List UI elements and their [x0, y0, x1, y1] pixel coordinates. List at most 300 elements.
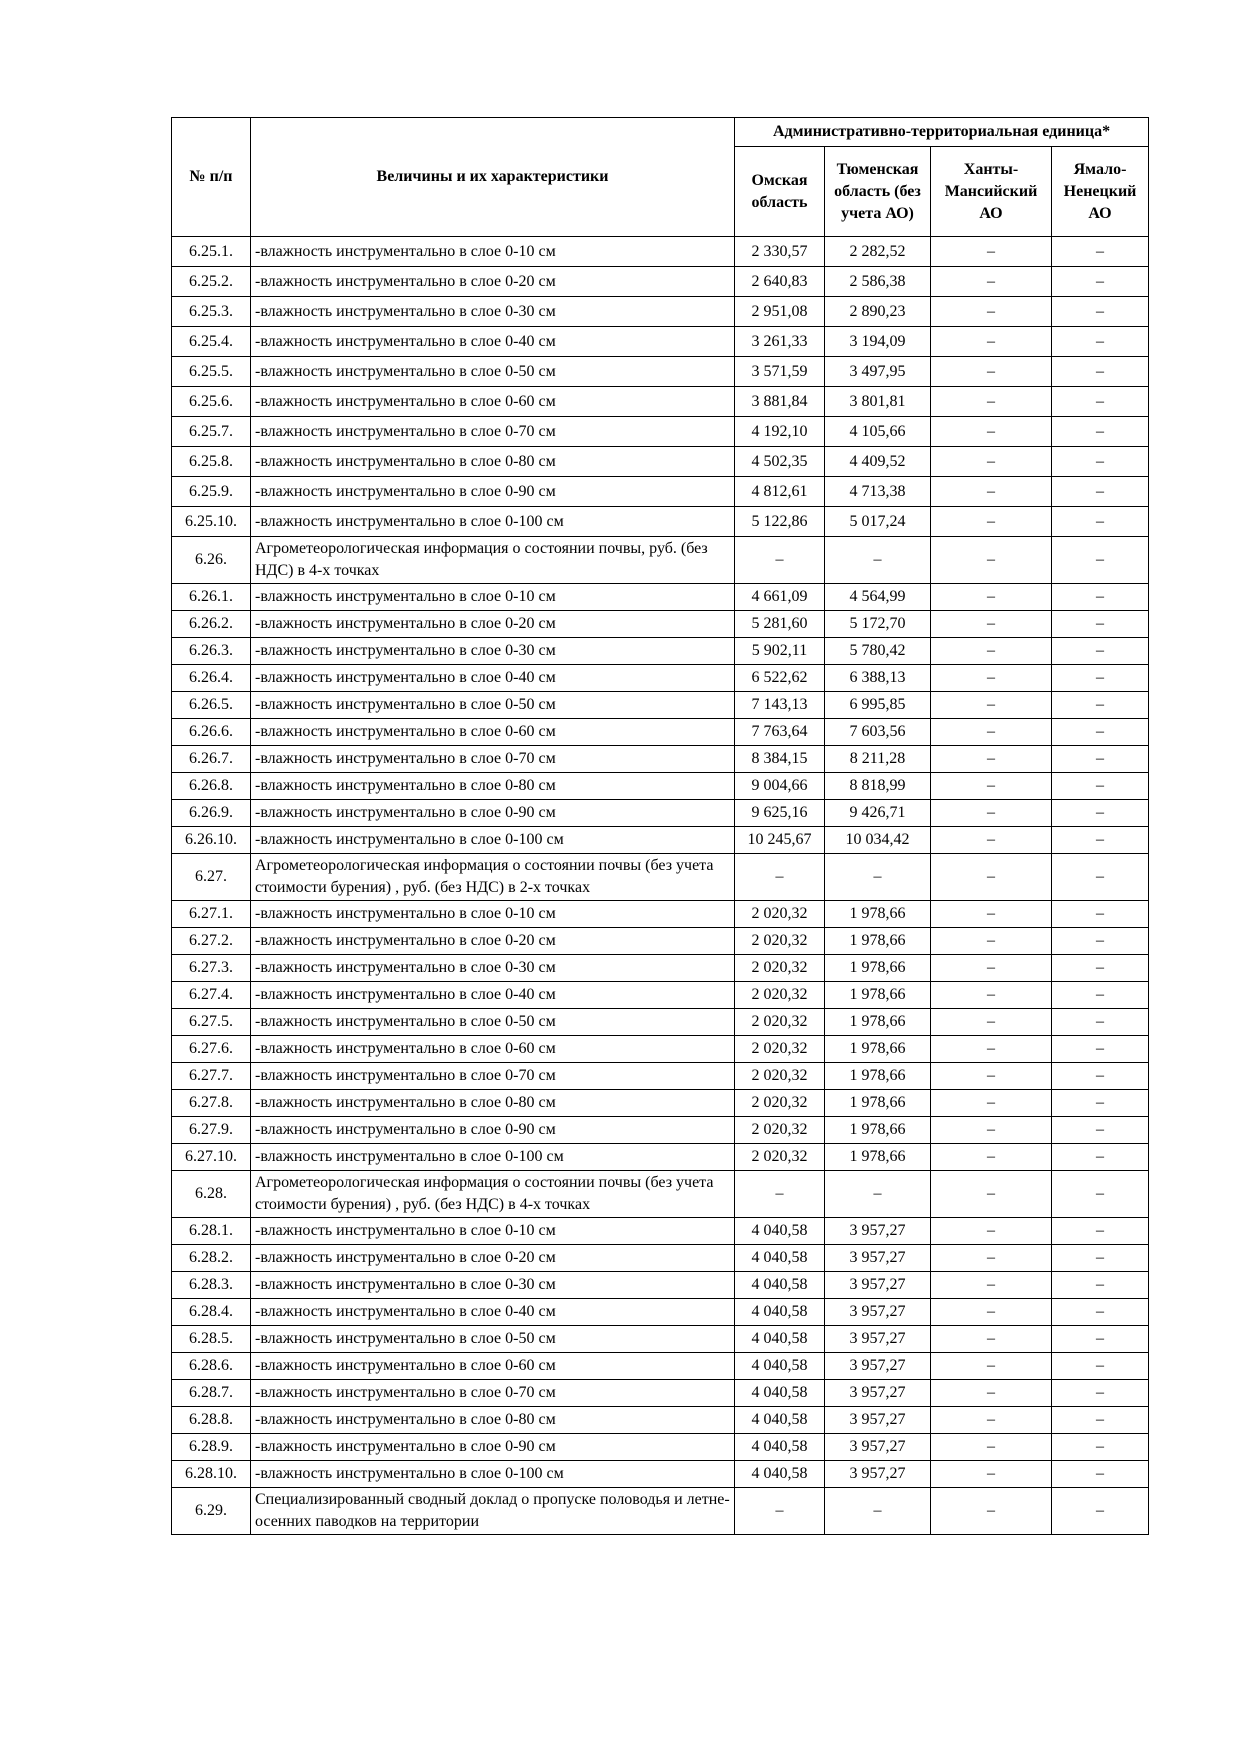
- value-khmao: –: [931, 387, 1052, 417]
- row-number: 6.28.: [172, 1171, 251, 1218]
- row-description: -влажность инструментально в слое 0-30 см: [251, 297, 735, 327]
- table-row: [172, 477, 1149, 507]
- row-description: -влажность инструментально в слое 0-40 см: [251, 982, 735, 1009]
- row-number: 6.28.3.: [172, 1272, 251, 1299]
- header-region-yanao: Ямало-Ненецкий АО: [1052, 147, 1149, 237]
- table-row: [172, 1353, 1149, 1380]
- value-khmao: –: [931, 638, 1052, 665]
- row-number: 6.25.9.: [172, 477, 251, 507]
- row-number: 6.26.4.: [172, 665, 251, 692]
- row-number: 6.25.4.: [172, 327, 251, 357]
- value-omsk: 9 004,66: [735, 773, 825, 800]
- value-tyumen: 3 801,81: [825, 387, 931, 417]
- table-row: [172, 537, 1149, 584]
- value-tyumen: 1 978,66: [825, 901, 931, 928]
- value-omsk: 4 040,58: [735, 1272, 825, 1299]
- value-tyumen: 3 957,27: [825, 1407, 931, 1434]
- value-yanao: –: [1052, 1144, 1149, 1171]
- row-number: 6.26.5.: [172, 692, 251, 719]
- row-number: 6.28.6.: [172, 1353, 251, 1380]
- value-yanao: –: [1052, 537, 1149, 584]
- row-description: Специализированный сводный доклад о пропуске половодья и летне-осенних паводков на территории: [251, 1488, 735, 1535]
- value-tyumen: 9 426,71: [825, 800, 931, 827]
- table-row: [172, 1272, 1149, 1299]
- row-number: 6.25.1.: [172, 237, 251, 267]
- row-description: -влажность инструментально в слое 0-30 см: [251, 955, 735, 982]
- value-khmao: –: [931, 1299, 1052, 1326]
- value-tyumen: 3 957,27: [825, 1353, 931, 1380]
- row-description: -влажность инструментально в слое 0-80 см: [251, 773, 735, 800]
- value-yanao: –: [1052, 584, 1149, 611]
- header-region-khmao: Ханты-Мансийский АО: [931, 147, 1052, 237]
- value-tyumen: 3 957,27: [825, 1326, 931, 1353]
- table-row: [172, 237, 1149, 267]
- table-row: [172, 638, 1149, 665]
- value-tyumen: –: [825, 854, 931, 901]
- value-tyumen: 10 034,42: [825, 827, 931, 854]
- row-description: -влажность инструментально в слое 0-10 см: [251, 901, 735, 928]
- header-desc: Величины и их характеристики: [251, 118, 735, 237]
- value-yanao: –: [1052, 611, 1149, 638]
- table-row: [172, 1009, 1149, 1036]
- value-tyumen: 1 978,66: [825, 982, 931, 1009]
- value-yanao: –: [1052, 1461, 1149, 1488]
- value-yanao: –: [1052, 387, 1149, 417]
- row-description: -влажность инструментально в слое 0-60 см: [251, 719, 735, 746]
- table-row: [172, 1036, 1149, 1063]
- row-description: -влажность инструментально в слое 0-100 см: [251, 827, 735, 854]
- row-description: -влажность инструментально в слое 0-60 см: [251, 387, 735, 417]
- value-omsk: 8 384,15: [735, 746, 825, 773]
- value-yanao: –: [1052, 1326, 1149, 1353]
- value-khmao: –: [931, 1090, 1052, 1117]
- table-row: [172, 507, 1149, 537]
- row-number: 6.27.: [172, 854, 251, 901]
- row-description: -влажность инструментально в слое 0-30 см: [251, 1272, 735, 1299]
- value-yanao: –: [1052, 447, 1149, 477]
- value-omsk: 4 040,58: [735, 1326, 825, 1353]
- table-row: [172, 611, 1149, 638]
- row-number: 6.28.1.: [172, 1218, 251, 1245]
- value-tyumen: 7 603,56: [825, 719, 931, 746]
- row-description: -влажность инструментально в слое 0-70 см: [251, 746, 735, 773]
- row-description: -влажность инструментально в слое 0-20 см: [251, 267, 735, 297]
- table-row: [172, 1144, 1149, 1171]
- table-row: [172, 357, 1149, 387]
- value-omsk: 3 261,33: [735, 327, 825, 357]
- value-khmao: –: [931, 746, 1052, 773]
- value-tyumen: –: [825, 537, 931, 584]
- row-number: 6.28.4.: [172, 1299, 251, 1326]
- value-tyumen: 3 957,27: [825, 1380, 931, 1407]
- value-omsk: 4 040,58: [735, 1380, 825, 1407]
- value-tyumen: 4 409,52: [825, 447, 931, 477]
- value-omsk: 4 812,61: [735, 477, 825, 507]
- row-number: 6.25.6.: [172, 387, 251, 417]
- row-number: 6.26.8.: [172, 773, 251, 800]
- value-khmao: –: [931, 447, 1052, 477]
- value-khmao: –: [931, 1353, 1052, 1380]
- value-khmao: –: [931, 297, 1052, 327]
- value-yanao: –: [1052, 1380, 1149, 1407]
- value-khmao: –: [931, 1407, 1052, 1434]
- row-description: -влажность инструментально в слое 0-50 см: [251, 357, 735, 387]
- table-row: [172, 1218, 1149, 1245]
- value-tyumen: 4 713,38: [825, 477, 931, 507]
- value-yanao: –: [1052, 1353, 1149, 1380]
- header-num: № п/п: [172, 118, 251, 237]
- value-omsk: –: [735, 1488, 825, 1535]
- table-row: [172, 1299, 1149, 1326]
- value-omsk: 4 192,10: [735, 417, 825, 447]
- value-yanao: –: [1052, 854, 1149, 901]
- table-row: [172, 800, 1149, 827]
- row-number: 6.28.5.: [172, 1326, 251, 1353]
- value-khmao: –: [931, 1380, 1052, 1407]
- value-omsk: –: [735, 854, 825, 901]
- value-tyumen: 3 194,09: [825, 327, 931, 357]
- table-row: [172, 1171, 1149, 1218]
- value-tyumen: 2 586,38: [825, 267, 931, 297]
- value-omsk: 7 763,64: [735, 719, 825, 746]
- value-omsk: 4 661,09: [735, 584, 825, 611]
- value-omsk: 4 040,58: [735, 1218, 825, 1245]
- value-omsk: –: [735, 537, 825, 584]
- value-omsk: 2 020,32: [735, 1117, 825, 1144]
- value-yanao: –: [1052, 1488, 1149, 1535]
- value-omsk: 2 020,32: [735, 928, 825, 955]
- value-omsk: 2 020,32: [735, 901, 825, 928]
- value-tyumen: 5 172,70: [825, 611, 931, 638]
- value-yanao: –: [1052, 982, 1149, 1009]
- value-yanao: –: [1052, 507, 1149, 537]
- table-row: [172, 1245, 1149, 1272]
- value-omsk: 5 281,60: [735, 611, 825, 638]
- value-khmao: –: [931, 477, 1052, 507]
- value-omsk: 3 881,84: [735, 387, 825, 417]
- row-description: -влажность инструментально в слое 0-10 см: [251, 237, 735, 267]
- value-tyumen: 5 017,24: [825, 507, 931, 537]
- value-tyumen: 5 780,42: [825, 638, 931, 665]
- table-row: [172, 773, 1149, 800]
- value-yanao: –: [1052, 327, 1149, 357]
- value-tyumen: 8 818,99: [825, 773, 931, 800]
- value-omsk: 6 522,62: [735, 665, 825, 692]
- table-row: [172, 387, 1149, 417]
- row-number: 6.28.9.: [172, 1434, 251, 1461]
- row-description: -влажность инструментально в слое 0-70 см: [251, 1380, 735, 1407]
- value-tyumen: 3 957,27: [825, 1461, 931, 1488]
- value-khmao: –: [931, 1117, 1052, 1144]
- value-yanao: –: [1052, 417, 1149, 447]
- value-yanao: –: [1052, 1036, 1149, 1063]
- value-tyumen: 6 995,85: [825, 692, 931, 719]
- value-yanao: –: [1052, 692, 1149, 719]
- value-omsk: 4 040,58: [735, 1461, 825, 1488]
- value-khmao: –: [931, 719, 1052, 746]
- value-yanao: –: [1052, 827, 1149, 854]
- row-description: -влажность инструментально в слое 0-40 см: [251, 327, 735, 357]
- row-description: -влажность инструментально в слое 0-40 см: [251, 1299, 735, 1326]
- value-khmao: –: [931, 1063, 1052, 1090]
- table-body: [172, 237, 1149, 1535]
- value-omsk: 2 020,32: [735, 1063, 825, 1090]
- row-description: Агрометеорологическая информация о состоянии почвы (без учета стоимости бурения) , руб. (без НДС) в 4-х точках: [251, 1171, 735, 1218]
- value-yanao: –: [1052, 267, 1149, 297]
- row-description: -влажность инструментально в слое 0-50 см: [251, 1326, 735, 1353]
- row-number: 6.27.7.: [172, 1063, 251, 1090]
- value-yanao: –: [1052, 237, 1149, 267]
- value-omsk: 4 040,58: [735, 1299, 825, 1326]
- value-tyumen: 3 957,27: [825, 1245, 931, 1272]
- row-description: -влажность инструментально в слое 0-70 см: [251, 1063, 735, 1090]
- value-yanao: –: [1052, 1218, 1149, 1245]
- value-omsk: 7 143,13: [735, 692, 825, 719]
- value-tyumen: 1 978,66: [825, 1036, 931, 1063]
- row-number: 6.28.8.: [172, 1407, 251, 1434]
- value-yanao: –: [1052, 477, 1149, 507]
- row-description: -влажность инструментально в слое 0-100 см: [251, 507, 735, 537]
- row-description: -влажность инструментально в слое 0-90 см: [251, 800, 735, 827]
- value-yanao: –: [1052, 1434, 1149, 1461]
- value-omsk: 4 040,58: [735, 1353, 825, 1380]
- value-khmao: –: [931, 827, 1052, 854]
- value-khmao: –: [931, 773, 1052, 800]
- row-number: 6.27.1.: [172, 901, 251, 928]
- table-row: [172, 1434, 1149, 1461]
- value-omsk: 10 245,67: [735, 827, 825, 854]
- value-omsk: 4 040,58: [735, 1434, 825, 1461]
- value-khmao: –: [931, 1461, 1052, 1488]
- row-description: -влажность инструментально в слое 0-20 см: [251, 1245, 735, 1272]
- value-yanao: –: [1052, 773, 1149, 800]
- value-khmao: –: [931, 507, 1052, 537]
- table-row: [172, 827, 1149, 854]
- value-yanao: –: [1052, 1090, 1149, 1117]
- value-omsk: 2 020,32: [735, 1036, 825, 1063]
- row-description: -влажность инструментально в слое 0-90 см: [251, 1434, 735, 1461]
- row-description: -влажность инструментально в слое 0-80 см: [251, 1407, 735, 1434]
- value-tyumen: 1 978,66: [825, 1117, 931, 1144]
- row-number: 6.28.10.: [172, 1461, 251, 1488]
- table-row: [172, 1461, 1149, 1488]
- row-number: 6.25.3.: [172, 297, 251, 327]
- table-row: [172, 982, 1149, 1009]
- row-description: Агрометеорологическая информация о состоянии почвы, руб. (без НДС) в 4-х точках: [251, 537, 735, 584]
- value-tyumen: 1 978,66: [825, 928, 931, 955]
- value-khmao: –: [931, 800, 1052, 827]
- table-row: [172, 746, 1149, 773]
- header-region-tyumen: Тюменская область (без учета АО): [825, 147, 931, 237]
- value-tyumen: –: [825, 1171, 931, 1218]
- value-khmao: –: [931, 928, 1052, 955]
- value-khmao: –: [931, 1144, 1052, 1171]
- value-yanao: –: [1052, 719, 1149, 746]
- value-tyumen: 8 211,28: [825, 746, 931, 773]
- row-number: 6.27.2.: [172, 928, 251, 955]
- value-tyumen: 3 957,27: [825, 1434, 931, 1461]
- value-tyumen: 1 978,66: [825, 1090, 931, 1117]
- value-omsk: 5 122,86: [735, 507, 825, 537]
- value-khmao: –: [931, 665, 1052, 692]
- table-row: [172, 297, 1149, 327]
- row-description: -влажность инструментально в слое 0-80 см: [251, 447, 735, 477]
- header-region-omsk: Омская область: [735, 147, 825, 237]
- value-khmao: –: [931, 1434, 1052, 1461]
- value-khmao: –: [931, 1488, 1052, 1535]
- value-omsk: 3 571,59: [735, 357, 825, 387]
- value-tyumen: 2 890,23: [825, 297, 931, 327]
- value-khmao: –: [931, 1218, 1052, 1245]
- row-description: -влажность инструментально в слое 0-50 см: [251, 692, 735, 719]
- table-row: [172, 901, 1149, 928]
- value-khmao: –: [931, 854, 1052, 901]
- value-yanao: –: [1052, 928, 1149, 955]
- value-tyumen: 6 388,13: [825, 665, 931, 692]
- row-number: 6.26.3.: [172, 638, 251, 665]
- value-yanao: –: [1052, 297, 1149, 327]
- value-tyumen: 1 978,66: [825, 1009, 931, 1036]
- value-khmao: –: [931, 1245, 1052, 1272]
- row-description: -влажность инструментально в слое 0-60 см: [251, 1036, 735, 1063]
- table-row: [172, 955, 1149, 982]
- row-description: -влажность инструментально в слое 0-90 см: [251, 477, 735, 507]
- row-description: -влажность инструментально в слое 0-70 см: [251, 417, 735, 447]
- value-omsk: 2 020,32: [735, 1090, 825, 1117]
- row-description: -влажность инструментально в слое 0-100 см: [251, 1461, 735, 1488]
- value-yanao: –: [1052, 1171, 1149, 1218]
- value-yanao: –: [1052, 1245, 1149, 1272]
- value-khmao: –: [931, 982, 1052, 1009]
- value-tyumen: 3 957,27: [825, 1272, 931, 1299]
- value-yanao: –: [1052, 800, 1149, 827]
- value-tyumen: 3 957,27: [825, 1218, 931, 1245]
- table-row: [172, 665, 1149, 692]
- value-khmao: –: [931, 901, 1052, 928]
- row-number: 6.27.4.: [172, 982, 251, 1009]
- value-omsk: 2 330,57: [735, 237, 825, 267]
- value-tyumen: 2 282,52: [825, 237, 931, 267]
- table-row: [172, 1380, 1149, 1407]
- value-yanao: –: [1052, 955, 1149, 982]
- value-yanao: –: [1052, 901, 1149, 928]
- row-number: 6.27.5.: [172, 1009, 251, 1036]
- table-row: [172, 447, 1149, 477]
- row-description: -влажность инструментально в слое 0-100 см: [251, 1144, 735, 1171]
- value-khmao: –: [931, 1326, 1052, 1353]
- value-tyumen: 3 497,95: [825, 357, 931, 387]
- row-description: -влажность инструментально в слое 0-60 см: [251, 1353, 735, 1380]
- value-khmao: –: [931, 237, 1052, 267]
- value-khmao: –: [931, 1272, 1052, 1299]
- table-row: [172, 692, 1149, 719]
- row-description: -влажность инструментально в слое 0-30 см: [251, 638, 735, 665]
- table-row: [172, 1117, 1149, 1144]
- table-row: [172, 1488, 1149, 1535]
- value-yanao: –: [1052, 357, 1149, 387]
- row-description: -влажность инструментально в слое 0-40 см: [251, 665, 735, 692]
- value-khmao: –: [931, 611, 1052, 638]
- row-description: Агрометеорологическая информация о состоянии почвы (без учета стоимости бурения) , руб. (без НДС) в 2-х точках: [251, 854, 735, 901]
- value-omsk: 4 040,58: [735, 1245, 825, 1272]
- value-omsk: 4 502,35: [735, 447, 825, 477]
- header-group: Административно-территориальная единица*: [735, 118, 1149, 147]
- value-omsk: 2 020,32: [735, 1009, 825, 1036]
- value-omsk: 2 020,32: [735, 982, 825, 1009]
- value-tyumen: 4 564,99: [825, 584, 931, 611]
- value-yanao: –: [1052, 1117, 1149, 1144]
- value-tyumen: –: [825, 1488, 931, 1535]
- row-number: 6.25.10.: [172, 507, 251, 537]
- value-tyumen: 1 978,66: [825, 1144, 931, 1171]
- table-row: [172, 327, 1149, 357]
- value-yanao: –: [1052, 1407, 1149, 1434]
- table-row: [172, 267, 1149, 297]
- table-row: [172, 1063, 1149, 1090]
- value-yanao: –: [1052, 1063, 1149, 1090]
- row-number: 6.25.2.: [172, 267, 251, 297]
- row-number: 6.28.7.: [172, 1380, 251, 1407]
- row-number: 6.26.7.: [172, 746, 251, 773]
- row-number: 6.26.10.: [172, 827, 251, 854]
- value-khmao: –: [931, 1009, 1052, 1036]
- value-yanao: –: [1052, 665, 1149, 692]
- value-khmao: –: [931, 537, 1052, 584]
- table-row: [172, 417, 1149, 447]
- row-number: 6.28.2.: [172, 1245, 251, 1272]
- value-yanao: –: [1052, 746, 1149, 773]
- row-description: -влажность инструментально в слое 0-90 см: [251, 1117, 735, 1144]
- value-yanao: –: [1052, 638, 1149, 665]
- row-number: 6.26.: [172, 537, 251, 584]
- value-tyumen: 4 105,66: [825, 417, 931, 447]
- row-number: 6.27.10.: [172, 1144, 251, 1171]
- table-row: [172, 584, 1149, 611]
- value-tyumen: 3 957,27: [825, 1299, 931, 1326]
- value-khmao: –: [931, 692, 1052, 719]
- value-khmao: –: [931, 357, 1052, 387]
- row-number: 6.26.9.: [172, 800, 251, 827]
- row-number: 6.26.2.: [172, 611, 251, 638]
- table-row: [172, 1407, 1149, 1434]
- value-yanao: –: [1052, 1272, 1149, 1299]
- value-omsk: 2 640,83: [735, 267, 825, 297]
- row-number: 6.25.8.: [172, 447, 251, 477]
- value-omsk: 2 020,32: [735, 955, 825, 982]
- table-row: [172, 928, 1149, 955]
- value-omsk: 4 040,58: [735, 1407, 825, 1434]
- row-number: 6.25.7.: [172, 417, 251, 447]
- row-number: 6.27.3.: [172, 955, 251, 982]
- value-khmao: –: [931, 1036, 1052, 1063]
- value-omsk: –: [735, 1171, 825, 1218]
- row-number: 6.27.6.: [172, 1036, 251, 1063]
- value-khmao: –: [931, 417, 1052, 447]
- value-khmao: –: [931, 327, 1052, 357]
- value-omsk: 9 625,16: [735, 800, 825, 827]
- value-khmao: –: [931, 1171, 1052, 1218]
- value-omsk: 2 020,32: [735, 1144, 825, 1171]
- value-yanao: –: [1052, 1009, 1149, 1036]
- value-yanao: –: [1052, 1299, 1149, 1326]
- value-khmao: –: [931, 267, 1052, 297]
- data-table: [171, 117, 1149, 1535]
- value-khmao: –: [931, 584, 1052, 611]
- row-description: -влажность инструментально в слое 0-20 см: [251, 928, 735, 955]
- row-number: 6.27.9.: [172, 1117, 251, 1144]
- row-description: -влажность инструментально в слое 0-50 см: [251, 1009, 735, 1036]
- row-number: 6.26.6.: [172, 719, 251, 746]
